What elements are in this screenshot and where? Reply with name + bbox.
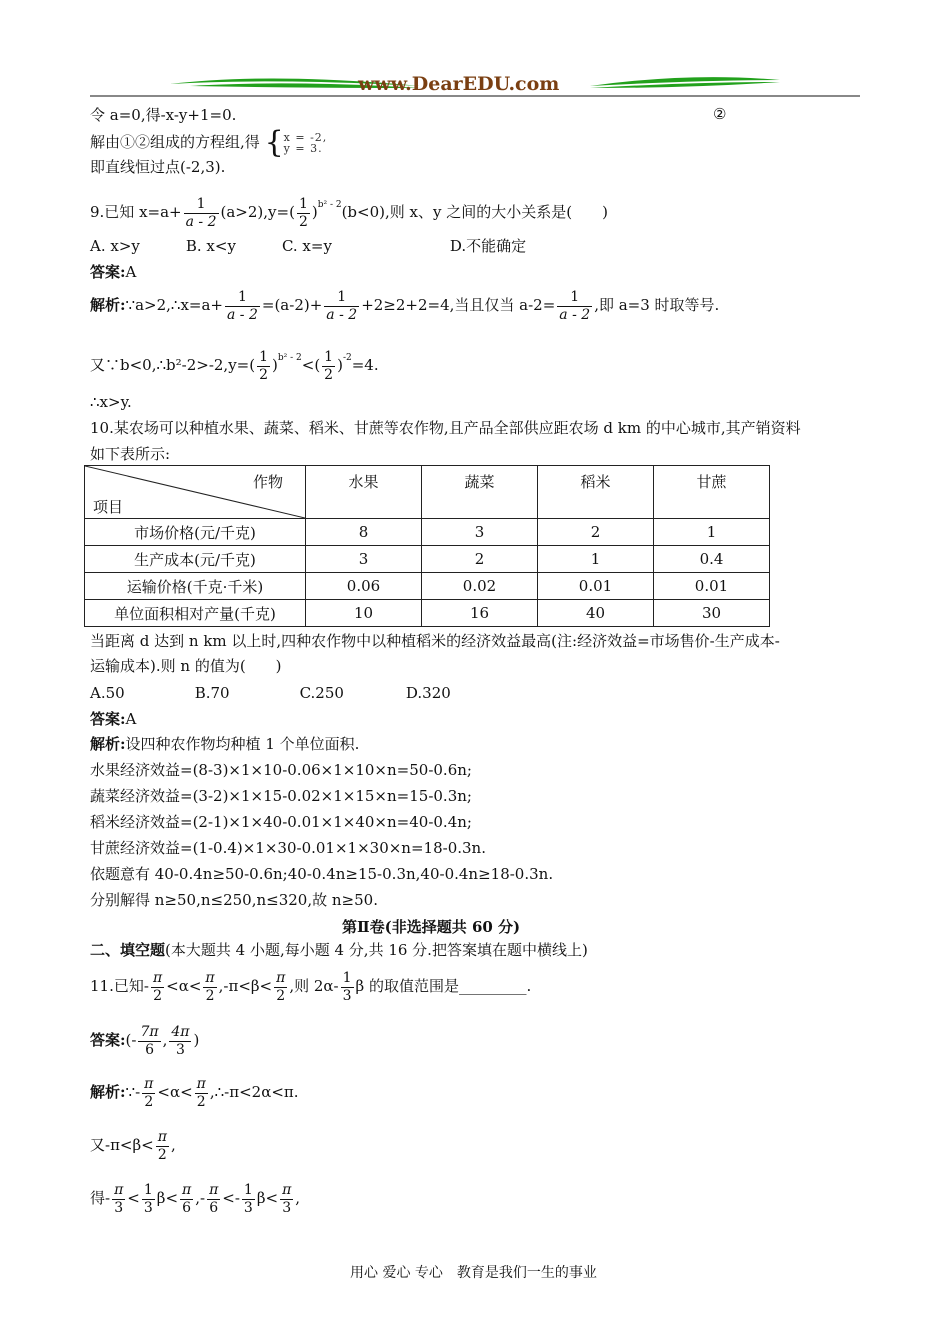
site-name: www.DearEDU.com: [358, 73, 560, 95]
fraction: $\frac{\pi}{2}$: [157, 1128, 167, 1163]
q10-text-1: 10.某农场可以种植水果、蔬菜、稻米、甘蔗等农作物,且产品全部供应距农场 d km 的中心城市,其产销资料: [90, 419, 801, 437]
corner-crop-label: 作物: [252, 473, 283, 491]
table-cell: 1: [654, 519, 770, 546]
system-eq-1: x = -2,: [283, 131, 328, 144]
fraction: $\frac{\pi}{3}$: [282, 1181, 292, 1216]
corner-item-label: 项目: [93, 498, 124, 516]
option-c: C.250: [299, 684, 344, 702]
q11-solution-3: 得- $\frac{\pi}{3}$ < $\frac{1}{3}$ β< $\frac{\pi}{6}$ ,- $\frac{\pi}{6}$ <- $\frac{1}{3}$ β< $\frac{\pi}{3}$ ,: [90, 1181, 301, 1216]
fraction: $\frac{1}{2}$: [298, 195, 308, 230]
table-header-row: [85, 466, 770, 519]
solution-label: 解析:: [90, 1083, 126, 1101]
fraction: $\frac{4\pi}{3}$: [171, 1023, 190, 1058]
q10-answer: [90, 709, 136, 729]
table-header-cell: 甘蔗: [654, 466, 770, 519]
section-2-heading: [90, 940, 588, 960]
solution-label: 解析:: [90, 296, 126, 314]
table-cell: 2: [422, 546, 538, 573]
section-2-instructions: (本大题共 4 小题,每小题 4 分,共 16 分.把答案填在题中横线上): [165, 941, 588, 959]
fraction: $\frac{1}{2}$: [324, 348, 334, 383]
fraction: $\frac{1}{a - 2}$: [185, 195, 217, 230]
system-brace: {: [264, 125, 284, 160]
option-a: A.50: [90, 684, 125, 702]
fraction: $\frac{\pi}{3}$: [114, 1181, 124, 1216]
q11-answer: 答案:(- $\frac{7\pi}{6}$ , $\frac{4\pi}{3}$ ): [90, 1023, 200, 1058]
option-b: B. x<y: [185, 237, 236, 255]
option-b: B.70: [194, 684, 230, 702]
row-label: 运输价格(千克·千米): [85, 573, 306, 600]
answer-label: 答案:: [90, 710, 126, 728]
table-cell: 40: [538, 600, 654, 627]
q10-solution-3: 蔬菜经济效益=(3-2)×1×15-0.02×1×15×n=15-0.3n;: [90, 787, 472, 805]
solution-label: 解析:: [90, 735, 126, 753]
table-cell: 3: [306, 546, 422, 573]
row-label: 市场价格(元/千克): [85, 519, 306, 546]
row-label: 单位面积相对产量(千克): [85, 600, 306, 627]
q10-options: [90, 683, 497, 703]
table-row: [85, 573, 770, 600]
table-corner-cell: [85, 466, 306, 519]
question-11: 11.已知- $\frac{\pi}{2}$ <α< $\frac{\pi}{2}$ ,-π<β< $\frac{\pi}{2}$ ,则 2α- $\frac{1}{3}$ β 的取值范围是_________.: [90, 969, 532, 1004]
table-cell: 0.06: [306, 573, 422, 600]
table-header-cell: 蔬菜: [422, 466, 538, 519]
table-cell: 0.02: [422, 573, 538, 600]
option-a: A. x>y: [90, 237, 140, 255]
q10-solution-6: 依题意有 40-0.4n≥50-0.6n;40-0.4n≥15-0.3n,40-0.4n≥18-0.3n.: [90, 865, 554, 883]
answer-label: 答案:: [90, 1031, 126, 1049]
fraction: $\frac{7\pi}{6}$: [140, 1023, 159, 1058]
page-footer: 用心 爱心 专心 教育是我们一生的事业: [350, 1265, 597, 1281]
q9-text-b: (a>2),y=(: [220, 203, 295, 221]
answer-value: A: [125, 263, 137, 281]
q10-solution-7: 分别解得 n≥50,n≤250,n≤320,故 n≥50.: [90, 891, 378, 909]
q9-options: [90, 236, 572, 256]
table-cell: 8: [306, 519, 422, 546]
table-cell: 16: [422, 600, 538, 627]
table-cell: 0.4: [654, 546, 770, 573]
table-header-cell: 水果: [306, 466, 422, 519]
row-label: 生产成本(元/千克): [85, 546, 306, 573]
fraction: $\frac{1}{a - 2}$: [227, 288, 258, 323]
q9-answer: [90, 262, 136, 282]
q10-solution-5: 甘蔗经济效益=(1-0.4)×1×30-0.01×1×30×n=18-0.3n.: [90, 839, 486, 857]
q10-solution-2: 水果经济效益=(8-3)×1×10-0.06×1×10×n=50-0.6n;: [90, 761, 472, 779]
equation-mark-2: ②: [713, 105, 727, 123]
q10-solution-1: 解析:设四种农作物均种植 1 个单位面积.: [90, 735, 360, 753]
fraction: $\frac{\pi}{6}$: [182, 1181, 192, 1216]
fraction: $\frac{1}{3}$: [243, 1181, 253, 1216]
q10-text-3: 当距离 d 达到 n km 以上时,四种农作物中以种植稻米的经济效益最高(注:经济效益=市场售价-生产成本-: [90, 632, 780, 650]
fraction: $\frac{\pi}{6}$: [209, 1181, 219, 1216]
table-cell: 1: [538, 546, 654, 573]
answer-label: 答案:: [90, 263, 126, 281]
system-equations: [284, 132, 328, 154]
exponent: b² - 2: [317, 200, 342, 210]
fraction: $\frac{\pi}{2}$: [196, 1075, 206, 1110]
fraction: $\frac{1}{a - 2}$: [326, 288, 358, 323]
table-cell: 0.01: [654, 573, 770, 600]
q10-text-4: 运输成本).则 n 的值为( ): [90, 657, 282, 675]
line-fixed-point: 即直线恒过点(-2,3).: [90, 158, 226, 176]
q11-solution-1: 解析:∵- $\frac{\pi}{2}$ <α< $\frac{\pi}{2}$ ,∴-π<2α<π.: [90, 1075, 299, 1110]
fraction: $\frac{1}{2}$: [259, 348, 269, 383]
question-9: 9.已知 x=a+ $\frac{1}{a - 2}$ (a>2),y=( $\frac{1}{2}$ )$^{b^2 - 2}$(b<0),则 x、y 之间的大小关系是( ): [90, 195, 608, 230]
q9-conclusion: ∴x>y.: [90, 393, 132, 411]
option-d: D.不能确定: [449, 237, 527, 255]
fraction: $\frac{\pi}{2}$: [276, 969, 286, 1004]
crop-table: [84, 465, 770, 627]
q9-solution-2: 又∵b<0,∴b²-2>-2,y=( $\frac{1}{2}$ )$^{b^2 - 2}$<( $\frac{1}{2}$ )$^{-2}$=4.: [90, 348, 379, 383]
solve-text: 解由①②组成的方程组,得: [90, 133, 260, 151]
line-solve-system: [90, 125, 328, 160]
table-row: [85, 546, 770, 573]
q9-text-d: (b<0),则 x、y 之间的大小关系是( ): [341, 203, 608, 221]
table-cell: 10: [306, 600, 422, 627]
table-row: [85, 600, 770, 627]
fraction: $\frac{\pi}{2}$: [144, 1075, 154, 1110]
answer-value: A: [125, 710, 137, 728]
table-cell: 3: [422, 519, 538, 546]
fraction: $\frac{\pi}{2}$: [205, 969, 215, 1004]
table-cell: 2: [538, 519, 654, 546]
part-2-title: 第Ⅱ卷(非选择题共 60 分): [342, 918, 521, 936]
fraction: $\frac{1}{3}$: [342, 969, 352, 1004]
fraction: $\frac{\pi}{2}$: [152, 969, 163, 1004]
q9-solution-1: 解析:∵a>2,∴x=a+ $\frac{1}{a - 2}$ =(a-2)+ $\frac{1}{a - 2}$ +2≥2+2=4,当且仅当 a-2= $\frac{1}{a - 2}$ ,即 a=3 时取等号.: [90, 288, 720, 323]
table-header-cell: 稻米: [538, 466, 654, 519]
section-2-label: 二、填空题: [90, 941, 166, 959]
q11-solution-2: 又-π<β< $\frac{\pi}{2}$ ,: [90, 1128, 176, 1163]
q10-solution-4: 稻米经济效益=(2-1)×1×40-0.01×1×40×n=40-0.4n;: [90, 813, 472, 831]
table-row: [85, 519, 770, 546]
line-let-a-zero: 令 a=0,得-x-y+1=0.: [90, 106, 237, 124]
option-c: C. x=y: [281, 237, 332, 255]
table-cell: 30: [654, 600, 770, 627]
fraction: $\frac{1}{3}$: [143, 1181, 153, 1216]
system-eq-2: y = 3.: [283, 142, 323, 155]
table-cell: 0.01: [538, 573, 654, 600]
q9-text-a: 9.已知 x=a+: [90, 203, 182, 221]
q10-text-2: 如下表所示:: [90, 445, 171, 463]
option-d: D.320: [405, 684, 451, 702]
fraction: $\frac{1}{a - 2}$: [559, 288, 591, 323]
